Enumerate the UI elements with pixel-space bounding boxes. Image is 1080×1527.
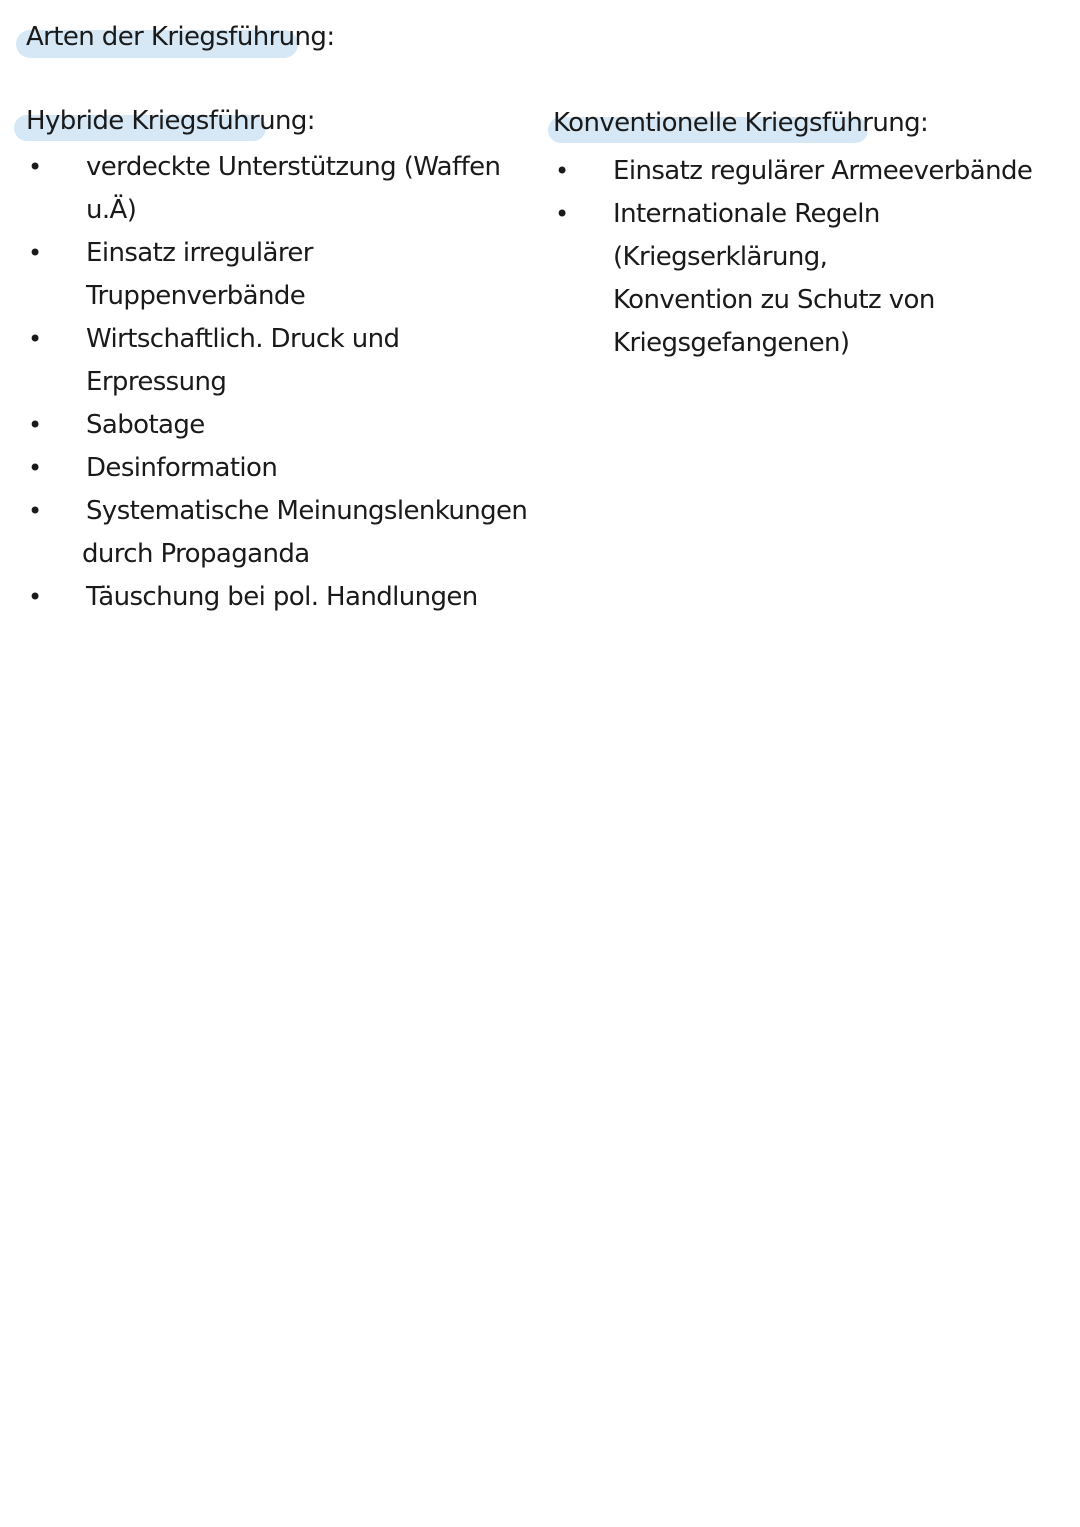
list-item-text: Wirtschaftlich. Druck und Erpressung: [86, 324, 400, 397]
bullet-icon: •: [28, 583, 42, 611]
bullet-icon: •: [28, 325, 42, 353]
hybrid-list-column: [28, 146, 528, 619]
list-item-text: Konvention zu Schutz von: [613, 285, 935, 315]
list-item: [28, 447, 528, 490]
list-item-text: verdeckte Unterstützung (Waffen u.Ä): [86, 152, 501, 225]
hybrid-list: [28, 146, 528, 619]
page-title: Arten der Kriegsführung:: [26, 22, 335, 52]
conventional-list: [555, 150, 1065, 365]
bullet-icon: •: [28, 497, 42, 525]
bullet-icon: •: [555, 157, 569, 185]
list-item: [28, 318, 528, 404]
list-item-text: Täuschung bei pol. Handlungen: [86, 582, 478, 612]
hybrid-heading: Hybride Kriegsführung:: [26, 106, 315, 136]
conventional-list-column: [555, 150, 1065, 365]
list-item: [28, 146, 528, 232]
bullet-icon: •: [28, 239, 42, 267]
bullet-icon: •: [28, 454, 42, 482]
list-item-text: durch Propaganda: [82, 539, 310, 569]
list-item: [555, 150, 1065, 193]
list-item-text: Sabotage: [86, 410, 205, 440]
list-item: [28, 232, 528, 318]
list-item: [28, 404, 528, 447]
list-item-text: Systematische Meinungslenkungen: [86, 496, 528, 526]
conventional-heading: Konventionelle Kriegsführung:: [553, 108, 929, 138]
bullet-icon: •: [28, 153, 42, 181]
list-item-text: Internationale Regeln (Kriegserklärung,: [613, 199, 880, 272]
list-item: [555, 193, 1065, 365]
bullet-icon: •: [28, 411, 42, 439]
list-item: [28, 576, 528, 619]
list-item-text: Einsatz regulärer Armeeverbände: [613, 156, 1033, 186]
list-item-text: Einsatz irregulärer Truppenverbände: [86, 238, 313, 311]
list-item: [28, 490, 528, 576]
bullet-icon: •: [555, 200, 569, 228]
list-item-text: Kriegsgefangenen): [613, 328, 850, 358]
list-item-text: Desinformation: [86, 453, 278, 483]
